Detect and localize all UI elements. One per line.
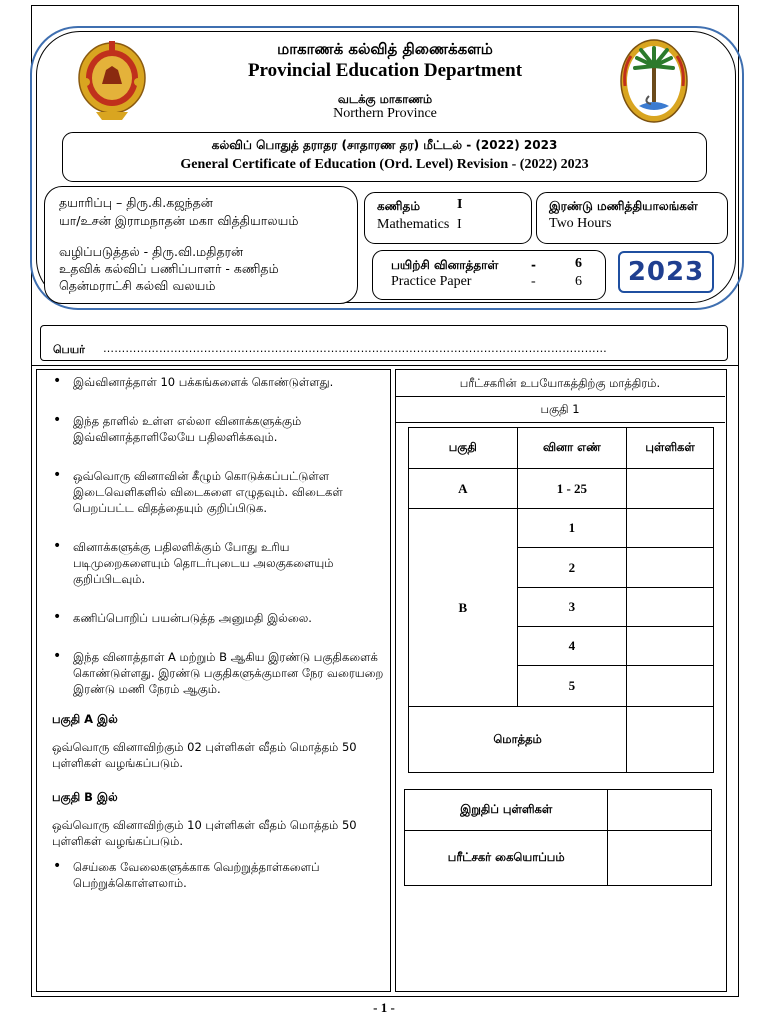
instructions-list <box>44 374 389 914</box>
total-marks-input[interactable] <box>627 707 714 773</box>
signature-input[interactable] <box>608 831 712 886</box>
prepared-line-5: தென்மராட்சி கல்வி வலயம் <box>59 278 216 293</box>
subject-box <box>364 192 532 244</box>
part-b-heading: பகுதி B இல் <box>52 790 118 804</box>
instruction-item: • கணிப்பொறிப் பயன்படுத்த அனுமதி இல்லை. <box>44 610 389 626</box>
exam-title-ta: கல்விப் பொதுத் தராதர (சாதாரண தர) மீட்டல் - (2022) 2023 <box>211 138 558 152</box>
practice-en: Practice Paper <box>391 274 472 289</box>
province-ta: வடக்கு மாகாணம் <box>337 92 433 106</box>
marks-input[interactable] <box>627 509 714 548</box>
col-part: பகுதி <box>409 428 518 469</box>
prepared-line-3: வழிப்படுத்தல் - திரு.வி.மதிதரன் <box>59 244 244 259</box>
marks-input[interactable] <box>627 588 714 627</box>
subject-numeral-en: I <box>457 217 462 232</box>
practice-number-en: 6 <box>575 274 582 289</box>
final-marks-input[interactable] <box>608 790 712 831</box>
part-b-cell: B <box>409 509 518 707</box>
b-question: 2 <box>517 548 627 588</box>
practice-ta: பயிற்சி வினாத்தாள் <box>391 258 499 272</box>
practice-paper-box <box>372 250 606 300</box>
signature-label: பரீட்சகர் கையொப்பம் <box>405 831 608 886</box>
name-field-box <box>40 325 728 361</box>
instruction-item: • இந்த தாளில் உள்ள எல்லா வினாக்களுக்கும் இவ்வினாத்தாளிலேயே பதிலளிக்கவும். <box>44 413 389 445</box>
name-label: பெயர் <box>53 343 85 356</box>
instruction-item: • வினாக்களுக்கு பதிலளிக்கும் போது உரிய படிமுறைகளையும் தொடர்புடைய அலகுகளையும் குறிப்பிடவும். <box>44 539 389 587</box>
part-a-range: 1 - 25 <box>517 469 627 509</box>
province-en: Northern Province <box>333 106 437 121</box>
final-marks-label: இறுதிப் புள்ளிகள் <box>405 790 608 831</box>
examiner-part-label: பகுதி 1 <box>395 397 725 423</box>
total-label: மொத்தம் <box>409 707 627 773</box>
instruction-item: • ஒவ்வொரு வினாவின் கீழும் கொடுக்கப்பட்டுள்ள இடைவெளிகளில் விடைகளை எழுதவும். விடைகள் பெறப்பட்ட விதத்தையும் குறிப்பிடுக. <box>44 468 389 516</box>
instruction-item: • இவ்வினாத்தாள் 10 பக்கங்களைக் கொண்டுள்ளது. <box>44 374 389 390</box>
examiner-use-label: பரீட்சகரின் உபயோகத்திற்கு மாத்திரம். <box>395 370 725 397</box>
prepared-line-4: உதவிக் கல்விப் பணிப்பாளர் - கணிதம் <box>59 261 279 276</box>
practice-number-ta: 6 <box>575 256 582 271</box>
col-question: வினா எண் <box>517 428 627 469</box>
marks-input[interactable] <box>627 627 714 666</box>
part-b-text: ஒவ்வொரு வினாவிற்கும் 10 புள்ளிகள் வீதம் மொத்தம் 50 புள்ளிகள் வழங்கப்படும். <box>52 818 357 848</box>
b-question: 3 <box>517 588 627 627</box>
prepared-line-1: தயாரிப்பு – திரு.கி.கஜந்தன் <box>59 195 213 210</box>
col-marks: புள்ளிகள் <box>627 428 714 469</box>
name-dotted-line[interactable]: ……………………………………………………………………………………………………………………… <box>103 342 607 355</box>
practice-dash-ta: - <box>531 258 536 272</box>
duration-ta: இரண்டு மணித்தியாலங்கள் <box>549 199 698 213</box>
instruction-item: • இந்த வினாத்தாள் A மற்றும் B ஆகிய இரண்டு பகுதிகளைக் கொண்டுள்ளது. இரண்டு பகுதிகளுக்குமான நேர வரையறை இரண்டு மணி நேரம் ஆகும். <box>44 649 389 697</box>
subject-ta: கணிதம் <box>377 199 420 213</box>
practice-dash-en: - <box>531 274 536 289</box>
year-badge: 2023 <box>618 251 714 293</box>
subject-numeral-ta: I <box>457 197 463 212</box>
prepared-line-2: யா/உசன் இராமநாதன் மகா வித்தியாலயம் <box>59 213 299 228</box>
instruction-item: • செய்கை வேலைகளுக்காக வெற்றுத்தாள்களைப் பெற்றுக்கொள்ளலாம். <box>44 859 389 891</box>
duration-box <box>536 192 728 244</box>
marks-table <box>408 427 714 773</box>
b-question: 1 <box>517 509 627 548</box>
part-a-cell: A <box>409 469 518 509</box>
marks-input[interactable] <box>627 666 714 707</box>
marks-input[interactable] <box>627 548 714 588</box>
b-question: 5 <box>517 666 627 707</box>
subject-en: Mathematics <box>377 217 450 232</box>
dept-title-ta: மாகாணக் கல்வித் திணைக்களம் <box>277 40 493 58</box>
exam-title-en: General Certificate of Education (Ord. Level) Revision - (2022) 2023 <box>180 157 589 172</box>
final-marks-table <box>404 789 712 886</box>
duration-en: Two Hours <box>549 216 612 231</box>
northern-province-emblem-icon <box>619 38 689 124</box>
dept-title-en: Provincial Education Department <box>247 60 523 81</box>
b-question: 4 <box>517 627 627 666</box>
part-a-heading: பகுதி A இல் <box>52 712 118 726</box>
part-a-text: ஒவ்வொரு வினாவிற்கும் 02 புள்ளிகள் வீதம் மொத்தம் 50 புள்ளிகள் வழங்கப்படும். <box>52 740 357 770</box>
sri-lanka-emblem-icon <box>76 38 148 122</box>
exam-title-box <box>62 132 707 182</box>
prepared-by-box <box>44 186 358 304</box>
marks-input[interactable] <box>627 469 714 509</box>
page-number: - 1 - <box>373 1000 395 1015</box>
